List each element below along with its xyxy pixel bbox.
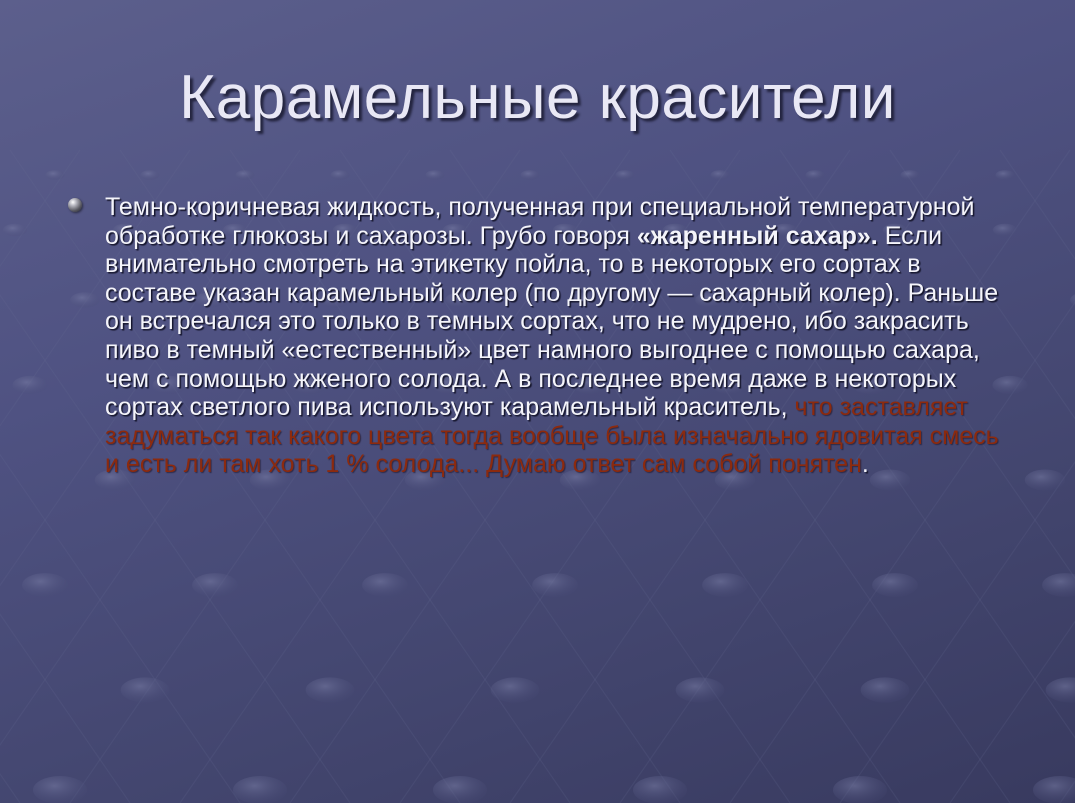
background-dot	[22, 573, 68, 597]
background-dot	[1046, 677, 1075, 702]
background-dot	[1033, 776, 1075, 803]
background-dot	[633, 776, 687, 803]
background-dot	[532, 573, 578, 597]
background-dot	[233, 776, 287, 803]
background-dot	[1042, 573, 1075, 597]
bullet-paragraph	[105, 193, 1005, 479]
background-dot	[121, 677, 170, 702]
background-dot	[521, 170, 540, 180]
background-line	[0, 150, 20, 803]
background-dot	[676, 677, 725, 702]
background-dot	[192, 573, 238, 597]
background-dot	[236, 170, 255, 180]
background-dot	[33, 776, 87, 803]
background-dot	[711, 170, 730, 180]
background-dot	[1025, 470, 1066, 491]
background-dot	[861, 677, 910, 702]
background-dot	[362, 573, 408, 597]
background-dot	[426, 170, 445, 180]
sphere-bullet-icon	[68, 198, 82, 212]
background-dot	[306, 677, 355, 702]
body-text-part2: Если внимательно смотреть на этикетку пойла, то в некоторых его сортах в составе указан карамельный колер (по другому — сахарный колер). Раньше он встречался это только в темных сортах, что не мудрено, ибо закрасить пиво в темный «естественный» цвет намного выгоднее с помощью сахара, чем с помощью жженого солода. А в последнее время даже в некоторых сортах светлого пива используют карамельный краситель,	[105, 221, 999, 422]
background-dot	[833, 776, 887, 803]
slide-title: Карамельные красители	[179, 63, 896, 132]
background-dot	[331, 170, 350, 180]
background-dot	[12, 376, 47, 394]
background-dot	[702, 573, 748, 597]
body-text-part1: Темно-коричневая жидкость, полученная при специальной температурной обработке глюкозы и сахарозы. Грубо говоря	[105, 193, 975, 250]
body-text-bold: «жаренный сахар».	[636, 221, 878, 250]
background-dot	[141, 170, 160, 180]
background-dot	[491, 677, 540, 702]
background-dot	[872, 573, 918, 597]
background-dot	[806, 170, 825, 180]
background-dot	[996, 170, 1015, 180]
body-text-accent: что заставляет задуматься так какого цвета тогда вообще была изначально ядовитая смесь и есть ли там хоть 1 % солода... Думаю ответ сам собой понятен	[105, 393, 999, 479]
background-dot	[70, 292, 100, 307]
background-dot	[433, 776, 487, 803]
background-dot	[616, 170, 635, 180]
background-line	[0, 150, 80, 803]
body-text-end: .	[861, 450, 869, 479]
background-dot	[901, 170, 920, 180]
background-dot	[46, 170, 65, 180]
background-dot	[3, 224, 27, 237]
